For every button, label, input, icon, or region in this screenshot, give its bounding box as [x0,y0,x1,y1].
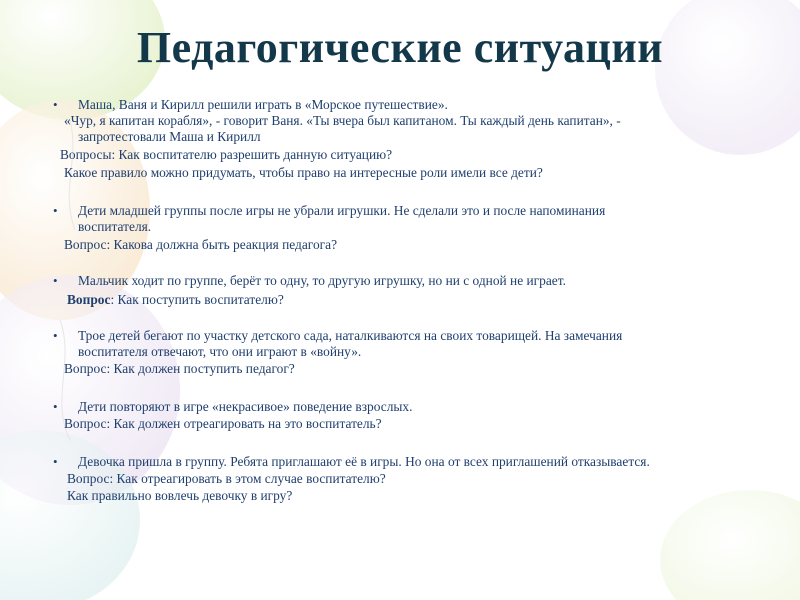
situation-5-question: Вопрос: Как должен отреагировать на это воспитатель? [64,416,382,431]
situation-4-question: Вопрос: Как должен поступить педагог? [64,361,295,376]
question-text: Какова должна быть реакция педагога? [110,237,338,252]
situation-6-question: Вопрос: Как отреагировать в этом случае воспитателю? [67,471,386,486]
situation-1-text: Маша, Ваня и Кирилл решили играть в «Морское путешествие». [78,97,448,112]
question-label-bold: Вопрос [67,292,111,307]
situation-4-text: Трое детей бегают по участку детского сада, наталкиваются на своих товарищей. На замечания [78,328,623,343]
situation-3-question [67,292,284,307]
situation-5-text: Дети повторяют в игре «некрасивое» поведение взрослых. [78,399,413,414]
bullet-4: • [53,328,58,343]
question-text: : Как поступить воспитателю? [110,292,284,307]
situation-4-text-cont: воспитателя отвечают, что они играют в «войну». [78,344,362,359]
bullet-2: • [53,203,58,218]
situation-2-text: Дети младшей группы после игры не убрали игрушки. Не сделали это и после напоминания [78,203,606,218]
question-label: Вопрос: [64,237,111,252]
bullet-5: • [53,399,58,414]
question-text: Как воспитателю разрешить данную ситуацию? [115,147,393,162]
situation-6-text: Девочка пришла в группу. Ребята приглашают её в игры. Но она от всех приглашений отказывается. [78,454,650,469]
situation-6-question-2: Как правильно вовлечь девочку в игру? [67,488,293,503]
situation-1-quote: «Чур, я капитан корабля», - говорит Ваня. «Ты вчера был капитаном. Ты каждый день капитан», - [64,113,621,128]
situation-3-text: Мальчик ходит по группе, берёт то одну, то другую игрушку, но ни с одной не играет. [78,273,566,288]
bullet-6: • [53,454,58,469]
bullet-3: • [53,273,58,288]
situation-2-question [64,237,337,252]
questions-label: Вопросы: [60,147,116,162]
bullet-1: • [53,97,58,112]
slide-title: Педагогические ситуации [136,23,664,72]
situation-1-quote-cont: запротестовали Маша и Кирилл [78,129,261,144]
situation-2-text-cont: воспитателя. [78,219,152,234]
situation-1-question-2: Какое правило можно придумать, чтобы право на интересные роли имели все дети? [64,165,543,180]
situation-1-questions [60,147,392,162]
